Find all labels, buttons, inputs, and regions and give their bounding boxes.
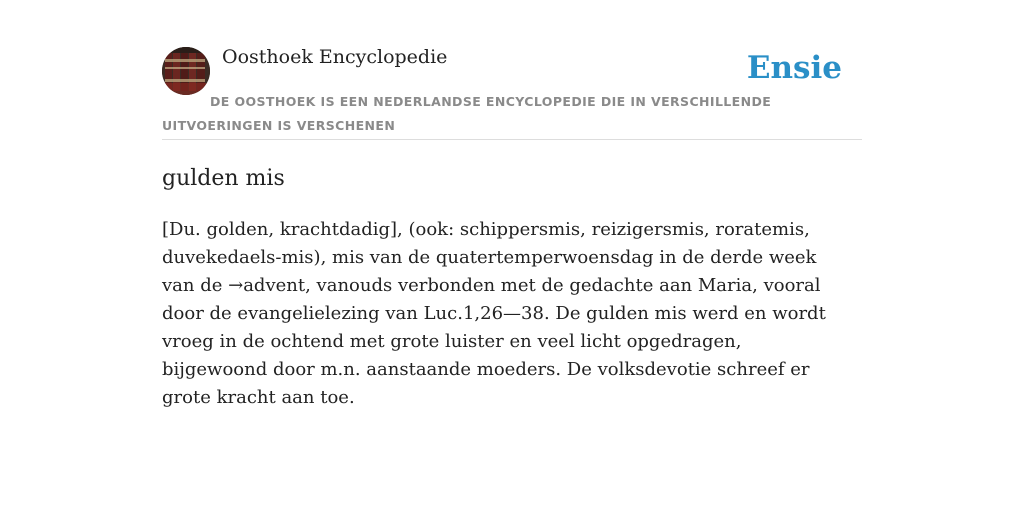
- article-body: [Du. golden, krachtdadig], (ook: schippersmis, reizigersmis, roratemis, duvekedaels-mis), mis van de quatertemperwoensdag in de derde week van de →advent, vanouds verbonden met de gedachte aan Maria, vooral door de evangelielezing van Luc.1,26—38. De gulden mis werd en wordt vroeg in de ochtend met grote luister en veel licht opgedragen, bijgewoond door m.n. aanstaande moeders. De volksdevotie schreef er grote kracht aan toe.: [162, 219, 826, 408]
- article-title: gulden mis: [162, 166, 285, 191]
- site-tagline: DE OOSTHOEK IS EEN NEDERLANDSE ENCYCLOPEDIE DIE IN VERSCHILLENDE UITVOERINGEN IS VERSCHENEN: [162, 94, 772, 133]
- site-header: [162, 46, 862, 140]
- encyclopedia-books-avatar[interactable]: [162, 47, 210, 95]
- content-container: [162, 46, 862, 412]
- site-title[interactable]: Oosthoek Encyclopedie: [222, 46, 448, 68]
- ensie-logo-link[interactable]: Ensie: [746, 50, 842, 86]
